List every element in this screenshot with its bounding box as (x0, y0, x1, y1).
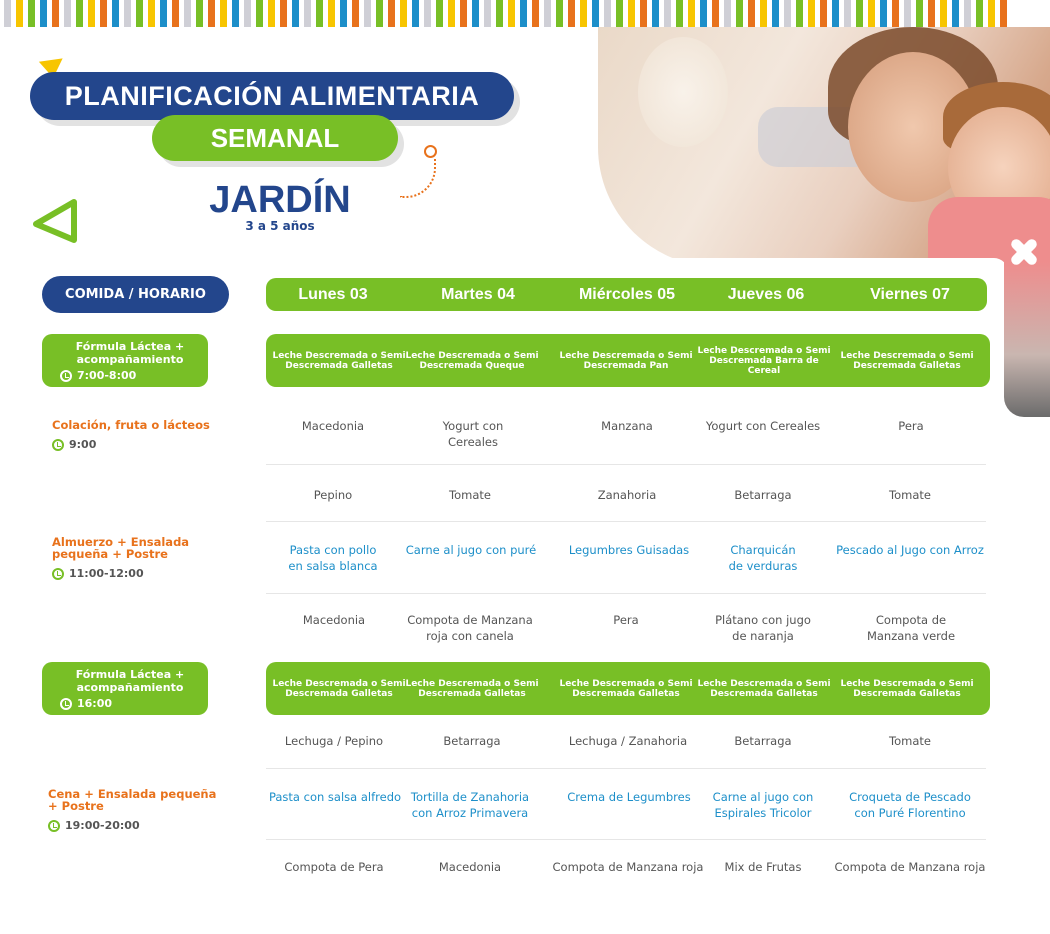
stripe (772, 0, 779, 27)
stripe (856, 0, 863, 27)
stripe (580, 0, 587, 27)
table-cell: Leche Descremada o Semi Descremada Galletas (272, 350, 406, 371)
stripe (808, 0, 815, 27)
clock-icon (60, 698, 72, 710)
table-cell: Betarraga (443, 734, 501, 748)
table-cell: Manzana (601, 419, 653, 433)
stripe (472, 0, 479, 27)
table-cell: Tomate (449, 488, 491, 502)
page-title: PLANIFICACIÓN ALIMENTARIA (30, 72, 514, 120)
clock-icon (60, 370, 72, 382)
stripe (412, 0, 419, 27)
stripe (316, 0, 323, 27)
stripe (736, 0, 743, 27)
table-cell: Leche Descremada o Semi Descremada Galletas (559, 678, 693, 699)
stripe (880, 0, 887, 27)
stripe (664, 0, 671, 27)
table-cell: Leche Descremada o Semi Descremada Queque (405, 350, 539, 371)
stripe (544, 0, 551, 27)
stripe (268, 0, 275, 27)
stripe (712, 0, 719, 27)
dotted-path-decoration (400, 158, 436, 198)
stripe (328, 0, 335, 27)
stripe (160, 0, 167, 27)
table-cell: Lechuga / Zanahoria (568, 734, 688, 748)
stripe (616, 0, 623, 27)
meal-label-formula-morning: Fórmula Láctea + acompañamiento 7:00-8:00 (42, 334, 208, 387)
page-subtitle: SEMANAL (152, 115, 398, 161)
stripe (460, 0, 467, 27)
table-cell: Plátano con jugo de naranja (715, 613, 811, 643)
table-cell: Compota de Manzana roja (834, 860, 986, 874)
stripe (976, 0, 983, 27)
stripe (916, 0, 923, 27)
stripe (244, 0, 251, 27)
age-range: 3 a 5 años (245, 219, 315, 233)
stripe (592, 0, 599, 27)
stripe (400, 0, 407, 27)
table-cell: Yogurt con Cereales (442, 419, 504, 449)
table-cell: Compota de Manzana roja con canela (407, 613, 533, 643)
table-cell: Pasta con pollo en salsa blanca (288, 543, 378, 573)
stripe (892, 0, 899, 27)
stripe (532, 0, 539, 27)
day-header-thursday: Jueves 06 (727, 286, 805, 303)
table-cell: Leche Descremada o Semi Descremada Galletas (840, 350, 974, 371)
stripe (496, 0, 503, 27)
stripe (388, 0, 395, 27)
stripe (256, 0, 263, 27)
stripe (220, 0, 227, 27)
table-cell: Compota de Manzana roja (552, 860, 704, 874)
table-cell: Legumbres Guisadas (568, 543, 690, 557)
stripe (604, 0, 611, 27)
stripe (676, 0, 683, 27)
formula-morning-row (266, 334, 990, 387)
stripe (628, 0, 635, 27)
table-cell: Lechuga / Pepino (284, 734, 384, 748)
stripe (196, 0, 203, 27)
stripe (484, 0, 491, 27)
table-cell: Croqueta de Pescado con Puré Florentino (849, 790, 971, 820)
stripe (988, 0, 995, 27)
table-cell: Mix de Frutas (724, 860, 802, 874)
table-cell: Carne al jugo con Espirales Tricolor (712, 790, 814, 820)
table-cell: Leche Descremada o Semi Descremada Galletas (840, 678, 974, 699)
stripe (940, 0, 947, 27)
meal-label-colacion: Colación, fruta o lácteos 9:00 (52, 418, 210, 451)
days-header (266, 278, 987, 311)
top-stripe-border (0, 0, 1050, 27)
table-cell: Macedonia (302, 613, 366, 627)
stripe (352, 0, 359, 27)
photo-side-strip (1004, 262, 1050, 417)
table-cell: Leche Descremada o Semi Descremada Pan (559, 350, 693, 371)
row-divider (266, 768, 986, 769)
stripe (88, 0, 95, 27)
stripe (40, 0, 47, 27)
stripe (100, 0, 107, 27)
stripe (208, 0, 215, 27)
table-cell: Pepino (313, 488, 353, 502)
stripe (964, 0, 971, 27)
stripe (364, 0, 371, 27)
table-cell: Betarraga (734, 734, 792, 748)
stripe (748, 0, 755, 27)
table-cell: Tortilla de Zanahoria con Arroz Primavera (410, 790, 530, 820)
day-header-friday: Viernes 07 (870, 286, 950, 303)
stripe (52, 0, 59, 27)
table-cell: Compota de Manzana verde (866, 613, 956, 643)
stripe (280, 0, 287, 27)
orange-circle-icon (424, 145, 437, 158)
stripe (928, 0, 935, 27)
stripe (124, 0, 131, 27)
stripe (112, 0, 119, 27)
table-cell: Betarraga (734, 488, 792, 502)
meal-label-almuerzo: Almuerzo + Ensalada pequeña + Postre 11:00-12:00 (52, 535, 190, 580)
table-cell: Crema de Legumbres (567, 790, 691, 804)
table-cell: Pera (613, 613, 639, 627)
day-header-tuesday: Martes 04 (441, 286, 515, 303)
stripe (640, 0, 647, 27)
stripe (76, 0, 83, 27)
clock-icon (52, 568, 64, 580)
mother-child-photo (598, 27, 1050, 267)
stripe (340, 0, 347, 27)
stripe (1000, 0, 1007, 27)
meal-label-formula-afternoon: Fórmula Láctea + acompañamiento 16:00 (42, 662, 208, 715)
stripe (556, 0, 563, 27)
table-cell: Compota de Pera (284, 860, 384, 874)
stripe (904, 0, 911, 27)
table-cell: Zanahoria (597, 488, 657, 502)
stripe (568, 0, 575, 27)
stripe (304, 0, 311, 27)
formula-afternoon-row (266, 662, 990, 715)
table-cell: Carne al jugo con puré (405, 543, 537, 557)
table-cell: Leche Descremada o Semi Descremada Galletas (697, 678, 831, 699)
stripe (868, 0, 875, 27)
table-cell: Macedonia (438, 860, 502, 874)
stripe (136, 0, 143, 27)
green-triangle-icon (30, 198, 78, 244)
table-cell: Tomate (889, 488, 931, 502)
stripe (148, 0, 155, 27)
row-divider (266, 464, 986, 465)
table-cell: Tomate (889, 734, 931, 748)
table-cell: Macedonia (301, 419, 365, 433)
stripe (424, 0, 431, 27)
stripe (64, 0, 71, 27)
row-divider (266, 839, 986, 840)
stripe (832, 0, 839, 27)
stripe (760, 0, 767, 27)
stripe (28, 0, 35, 27)
stripe (184, 0, 191, 27)
table-cell: Pasta con salsa alfredo (268, 790, 402, 804)
cross-decoration-icon (1008, 236, 1040, 268)
row-divider (266, 593, 986, 594)
stripe (376, 0, 383, 27)
level-title: JARDÍN (209, 179, 351, 221)
table-cell: Leche Descremada o Semi Descremada Barra de Cereal (697, 345, 831, 376)
stripe (436, 0, 443, 27)
stripe (508, 0, 515, 27)
stripe (652, 0, 659, 27)
day-header-wednesday: Miércoles 05 (578, 286, 676, 303)
stripe (796, 0, 803, 27)
table-cell: Pescado al Jugo con Arroz (836, 543, 984, 557)
stripe (700, 0, 707, 27)
stripe (688, 0, 695, 27)
stripe (16, 0, 23, 27)
stripe (232, 0, 239, 27)
table-cell: Charquicán de verduras (728, 543, 798, 573)
table-cell: Yogurt con Cereales (705, 419, 821, 433)
stripe (448, 0, 455, 27)
meal-label-cena: Cena + Ensalada pequeña + Postre 19:00-20:00 (48, 787, 217, 832)
stripe (820, 0, 827, 27)
row-divider (266, 521, 986, 522)
meal-schedule-header: COMIDA / HORARIO (42, 276, 229, 313)
stripe (952, 0, 959, 27)
stripe (520, 0, 527, 27)
stripe (724, 0, 731, 27)
stripe (784, 0, 791, 27)
table-cell: Leche Descremada o Semi Descremada Galletas (405, 678, 539, 699)
stripe (844, 0, 851, 27)
clock-icon (48, 820, 60, 832)
stripe (172, 0, 179, 27)
clock-icon (52, 439, 64, 451)
day-header-monday: Lunes 03 (298, 286, 368, 303)
table-cell: Pera (898, 419, 924, 433)
stripe (4, 0, 11, 27)
table-cell: Leche Descremada o Semi Descremada Galletas (272, 678, 406, 699)
stripe (292, 0, 299, 27)
